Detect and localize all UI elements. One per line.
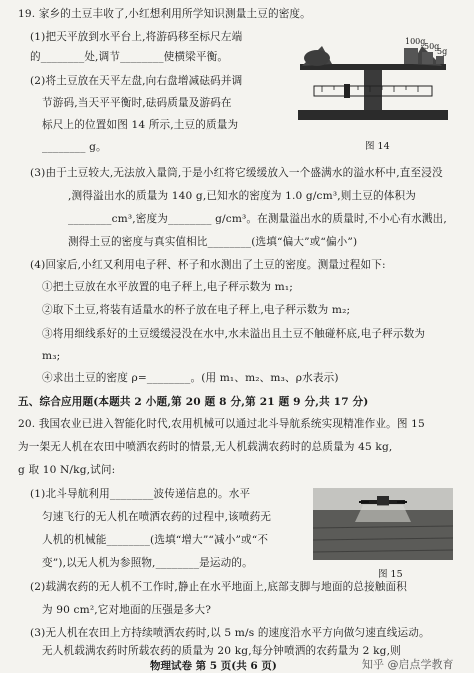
figure-15-caption: 图 15: [378, 569, 403, 580]
q19-part4-step4: ④求出土豆的密度 ρ=________。(用 m₁、m₂、m₃、ρ水表示): [42, 372, 339, 384]
q19-part2-line4: ________ g。: [42, 141, 107, 153]
q20-part2-line1: (2)载满农药的无人机不工作时,静止在水平地面上,底部支脚与地面的总接触面积: [30, 581, 408, 593]
q19-part3-line4: 测得土豆的密度与真实值相比________(选填“偏大”或“偏小”): [68, 236, 358, 248]
weight-label-100g: 100g: [405, 37, 426, 46]
q19-part1-line1: (1)把天平放到水平台上,将游码移至标尺左端: [30, 31, 243, 43]
q19-part1-line2: 的________处,调节________使横梁平衡。: [30, 51, 229, 63]
q19-part4-step2: ②取下土豆,将装有适量水的杯子放在电子秤上,电子秤示数为 m₂;: [42, 304, 351, 316]
q19-part3-line1: (3)由于土豆较大,无法放入量筒,于是小红将它缓缓放入一个盛满水的溢水杯中,直至浸没: [30, 167, 443, 179]
q19-part3-line2: ,测得溢出水的质量为 140 g,已知水的密度为 1.0 g/cm³,则土豆的体积为: [68, 190, 416, 202]
q19-part4-step3: ③将用细线系好的土豆缓缓浸没在水中,水未溢出且土豆不触碰杯底,电子秤示数为: [42, 328, 426, 340]
q20-part1-line2: 匀速飞行的无人机在喷洒农药的过程中,该喷药无: [42, 511, 272, 523]
watermark: 知乎 @启点学教育: [362, 658, 454, 671]
figure-14-balance: [292, 36, 454, 136]
page-footer: 物理试卷 第 5 页(共 6 页): [150, 660, 277, 672]
weight-label-5g: 5g: [437, 47, 448, 56]
q19-part2-line3: 标尺上的位置如图 14 所示,土豆的质量为: [42, 119, 239, 131]
q19-part2-line2: 节游码,当天平平衡时,砝码质量及游码在: [42, 97, 232, 109]
q19-part2-line1: (2)将土豆放在天平左盘,向右盘增减砝码并调: [30, 75, 243, 87]
q19-part4-line1: (4)回家后,小红又利用电子秤、杯子和水测出了土豆的密度。测量过程如下:: [30, 259, 386, 271]
q20-title-line3: g 取 10 N/kg,试问:: [18, 464, 116, 476]
q20-title-line2: 为一架无人机在农田中喷洒农药时的情景,无人机载满农药时的总质量为 45 kg,: [18, 441, 393, 453]
weight-label-50g: 50g: [424, 42, 440, 51]
q20-part1-line1: (1)北斗导航利用________波传递信息的。水平: [30, 488, 251, 500]
q20-part1-line3: 人机的机械能________(选填“增大”“减小”或“不: [42, 534, 269, 546]
q20-part1-line4: 变”),以无人机为参照物,________是运动的。: [42, 557, 253, 569]
q20-part2-line2: 为 90 cm²,它对地面的压强是多大?: [42, 604, 212, 616]
q20-title-line1: 20. 我国农业已进入智能化时代,农用机械可以通过北斗导航系统实现精准作业。图 15: [18, 418, 425, 430]
q20-part3-line1: (3)无人机在农田上方持续喷洒农药时,以 5 m/s 的速度沿水平方向做匀速直线运动。: [30, 627, 430, 639]
q19-part3-line3: ________cm³,密度为________ g/cm³。在测量溢出水的质量时,不小心有水溅出,: [68, 213, 447, 225]
q19-part4-step1: ①把土豆放在水平放置的电子秤上,电子秤示数为 m₁;: [42, 281, 293, 293]
figure-15-drone-photo: [313, 488, 453, 560]
section-five-heading: 五、综合应用题(本题共 2 小题,第 20 题 8 分,第 21 题 9 分,共 17 分): [18, 396, 369, 408]
figure-14-caption: 图 14: [365, 141, 390, 152]
q19-part4-step3-cont: m₃;: [42, 350, 61, 362]
q19-title: 19. 家乡的土豆丰收了,小红想利用所学知识测量土豆的密度。: [18, 8, 311, 20]
q20-part3-line2: 无人机载满农药时所载农药的质量为 20 kg,每分钟喷洒的农药量为 2 kg,则: [42, 645, 401, 657]
